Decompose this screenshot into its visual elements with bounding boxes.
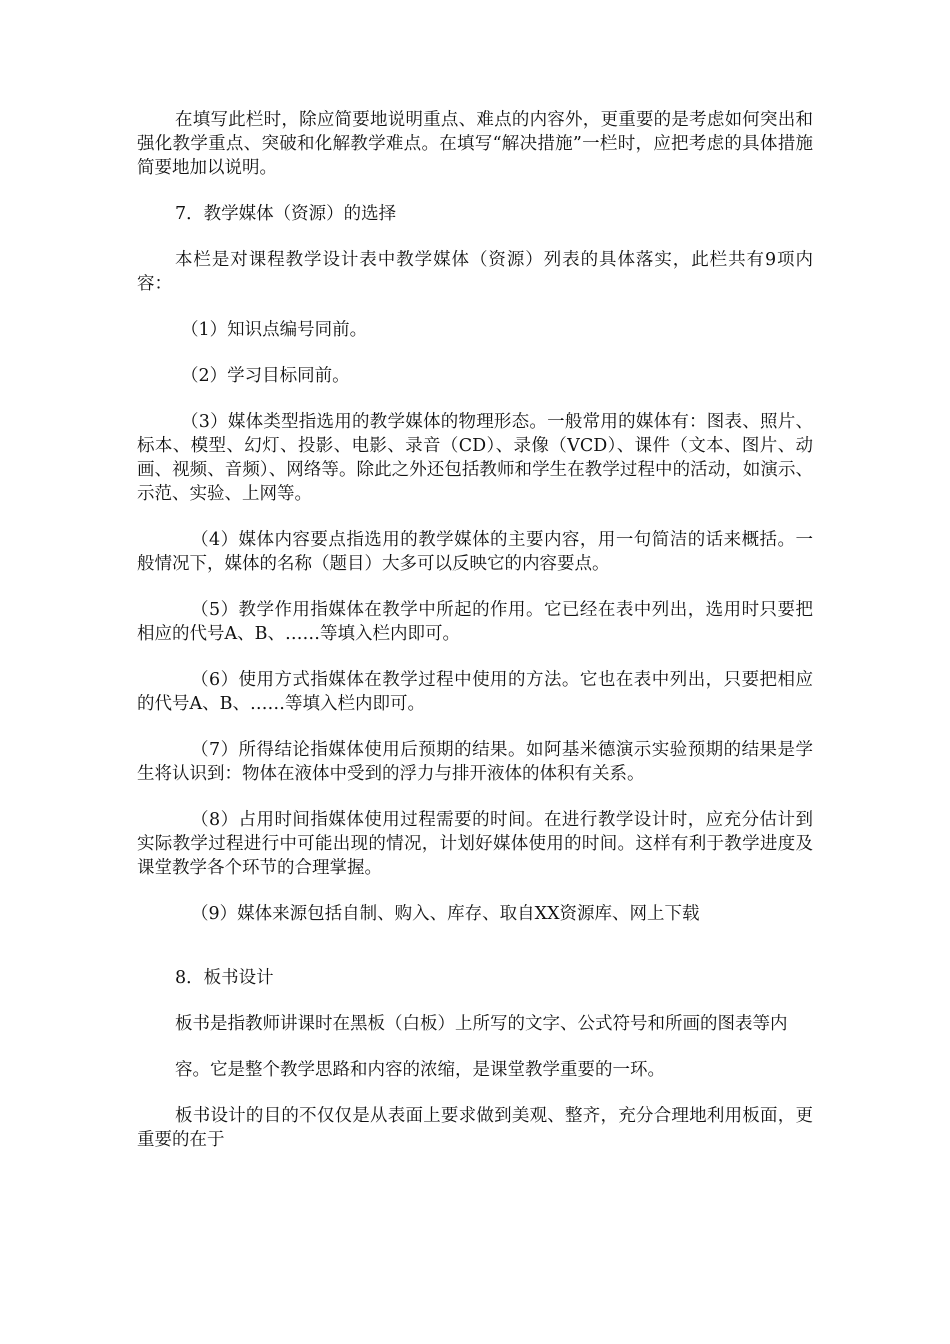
section-heading-media: 7．教学媒体（资源）的选择 [175, 204, 397, 224]
paragraph-media-intro: 本栏是对课程教学设计表中教学媒体（资源）列表的具体落实，此栏共有9项内容： [137, 250, 813, 294]
list-item-8: （8）占用时间指媒体使用过程需要的时间。在进行教学设计时，应充分估计到实际教学过程进行中可能出现的情况，计划好媒体使用的时间。这样有利于教学进度及课堂教学各个环节的合理掌握。 [137, 810, 813, 878]
section-heading-blackboard: 8．板书设计 [175, 968, 274, 988]
paragraph-key-points: 在填写此栏时，除应简要地说明重点、难点的内容外，更重要的是考虑如何突出和强化教学重点、突破和化解教学难点。在填写“解决措施”一栏时，应把考虑的具体措施简要地加以说明。 [137, 110, 813, 178]
list-item-9: （9）媒体来源包括自制、购入、库存、取自XX资源库、网上下载 [191, 904, 700, 924]
list-item-2: （2）学习目标同前。 [181, 366, 350, 386]
paragraph-blackboard-def-cont: 容。它是整个教学思路和内容的浓缩，是课堂教学重要的一环。 [175, 1060, 665, 1080]
list-item-3: （3）媒体类型指选用的教学媒体的物理形态。一般常用的媒体有：图表、照片、标本、模型、幻灯、投影、电影、录音（CD）、录像（VCD）、课件（文本、图片、动画、视频、音频）、网络等。除此之外还包括教师和学生在教学过程中的活动，如演示、示范、实验、上网等。 [137, 412, 813, 504]
list-item-1: （1）知识点编号同前。 [181, 320, 368, 340]
document-body [137, 108, 813, 1152]
list-item-6: （6）使用方式指媒体在教学过程中使用的方法。它也在表中列出，只要把相应的代号A、B、……等填入栏内即可。 [137, 670, 813, 714]
list-item-5: （5）教学作用指媒体在教学中所起的作用。它已经在表中列出，选用时只要把相应的代号A、B、……等填入栏内即可。 [137, 600, 813, 644]
list-item-7: （7）所得结论指媒体使用后预期的结果。如阿基米德演示实验预期的结果是学生将认识到：物体在液体中受到的浮力与排开液体的体积有关系。 [137, 740, 813, 784]
paragraph-blackboard-purpose: 板书设计的目的不仅仅是从表面上要求做到美观、整齐，充分合理地利用板面，更重要的在于 [137, 1106, 813, 1150]
paragraph-blackboard-def: 板书是指教师讲课时在黑板（白板）上所写的文字、公式符号和所画的图表等内 [175, 1014, 788, 1034]
list-item-4: （4）媒体内容要点指选用的教学媒体的主要内容，用一句简洁的话来概括。一般情况下，媒体的名称（题目）大多可以反映它的内容要点。 [137, 530, 813, 574]
